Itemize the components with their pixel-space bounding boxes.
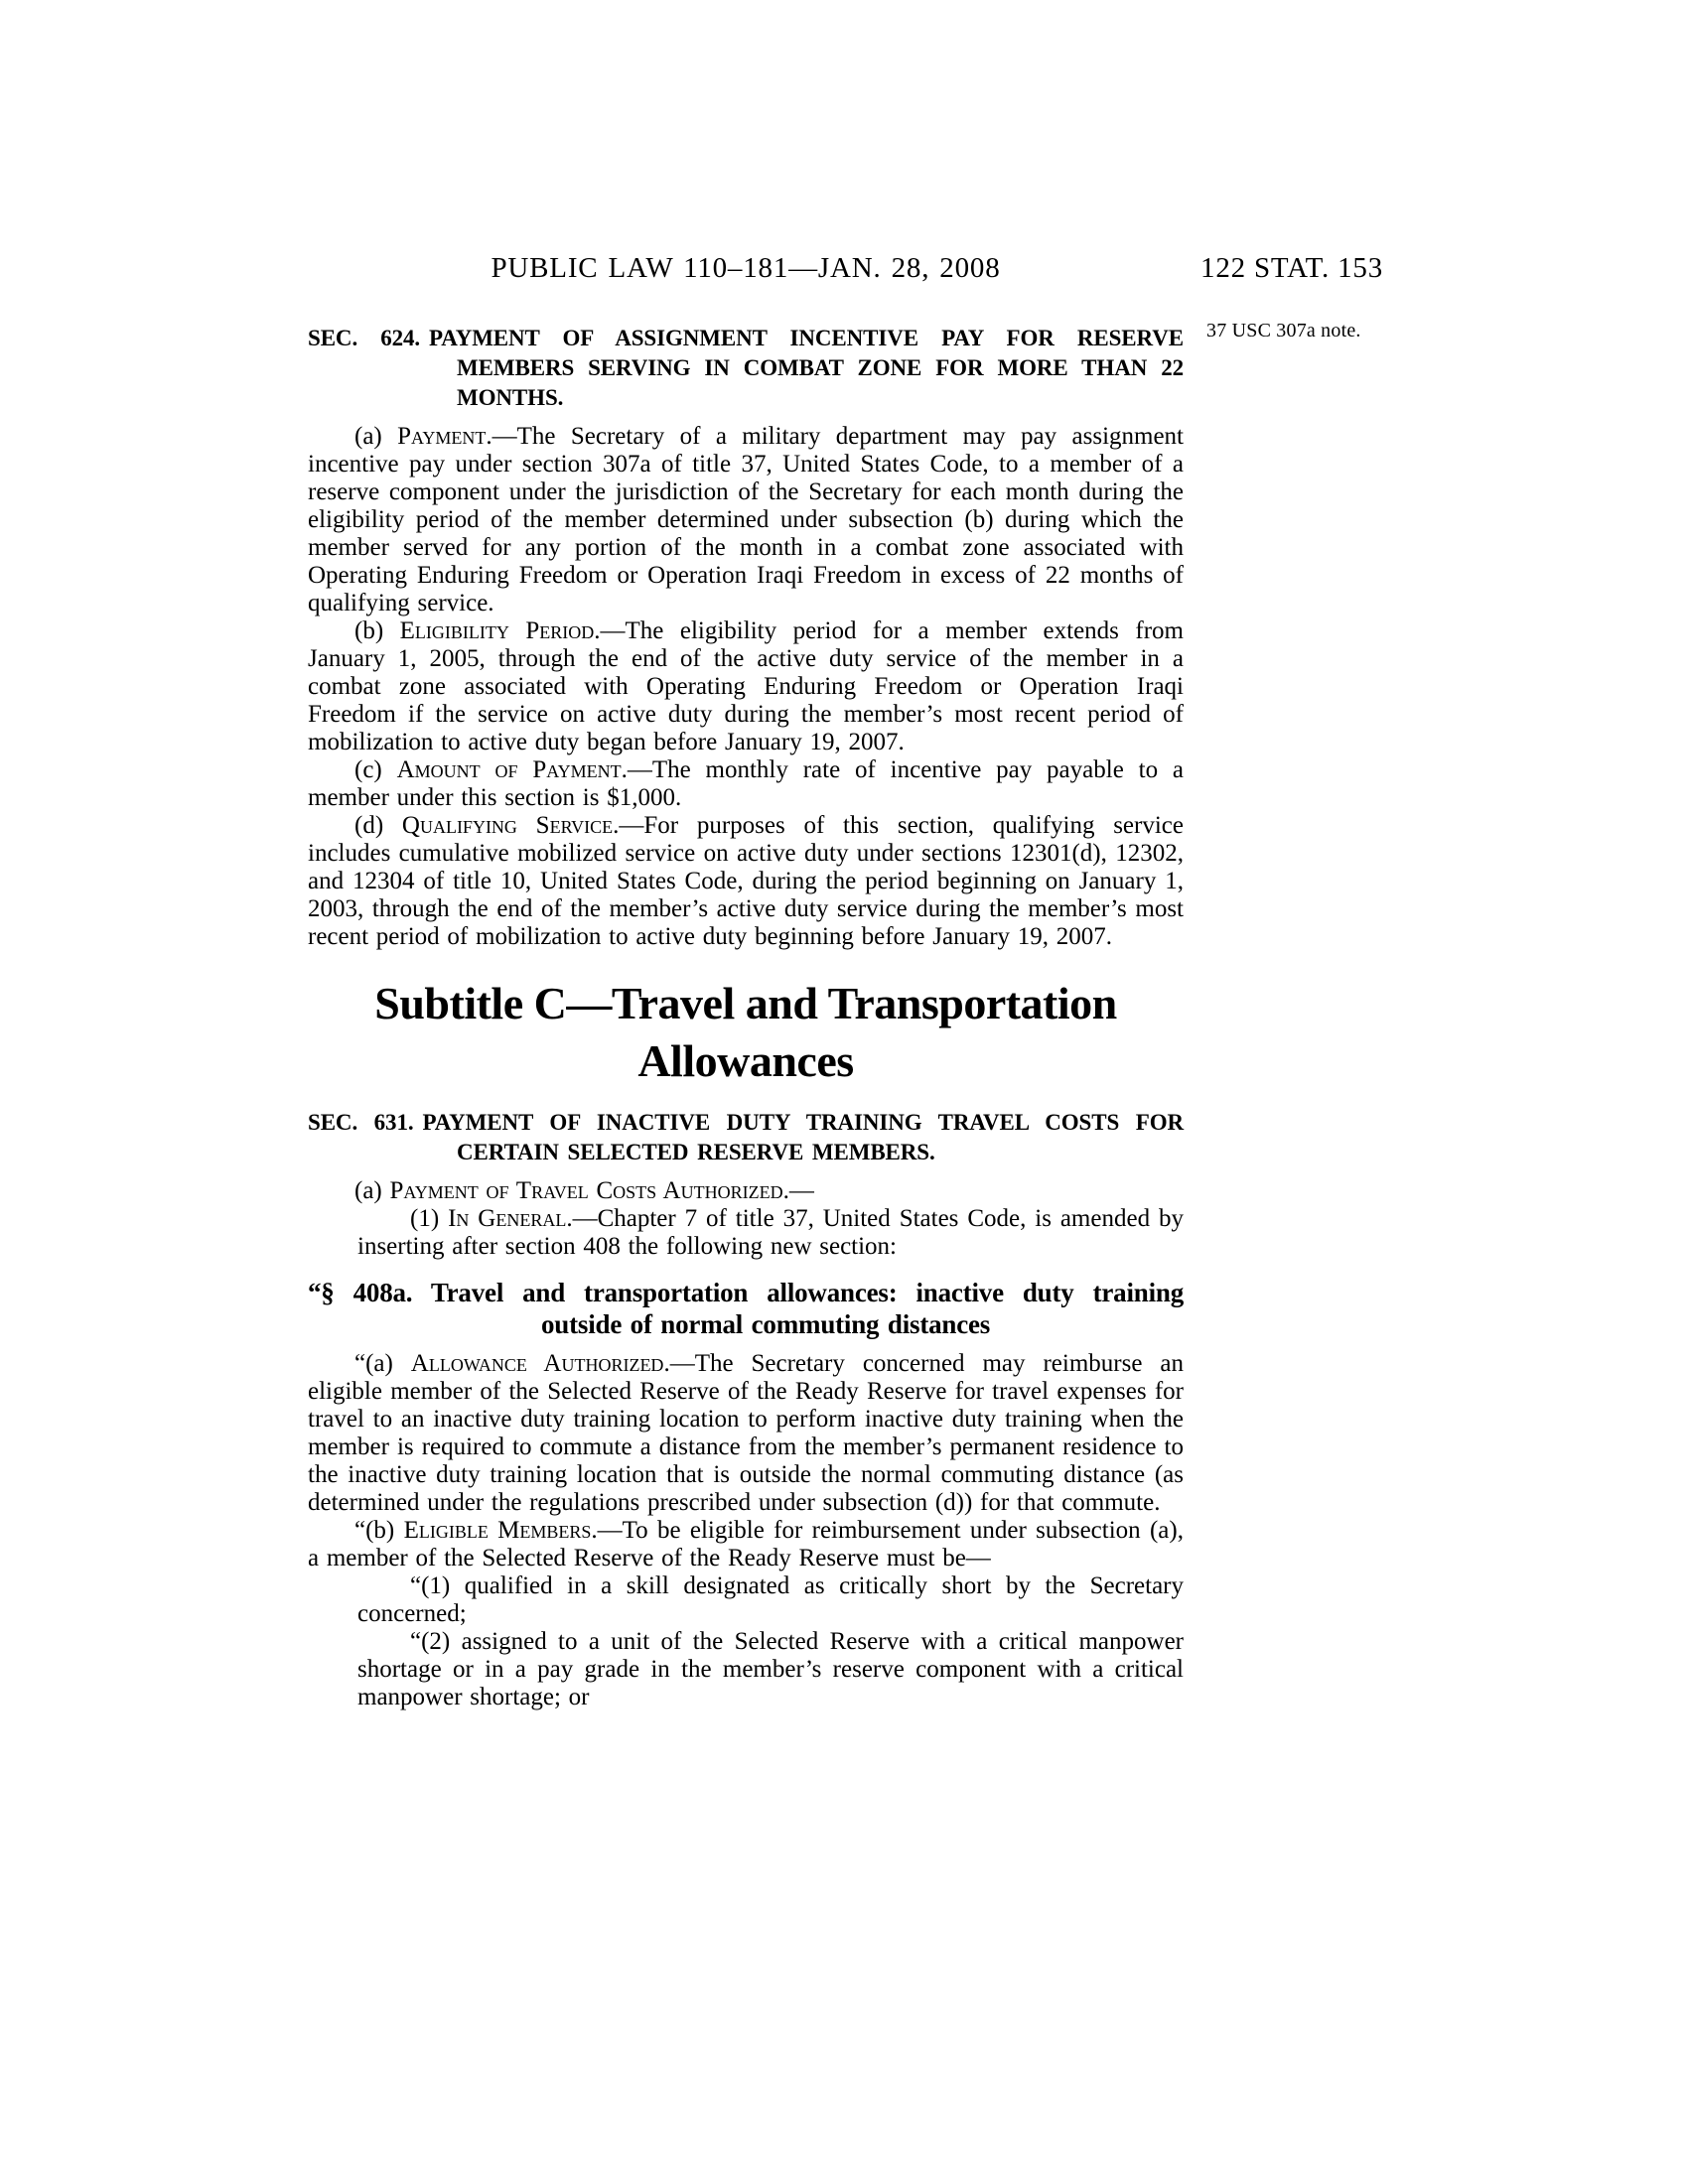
- paragraph-text: .—The Secretary concerned may reimburse an eligible member of the Selected Reserve of the Ready Reserve for travel expenses for travel to an inactive duty training location to perform inactive duty training when the member is required to commute a distance from the member’s permanent residence to the inactive duty training location that is outside the normal commuting distance (as determined under the regulations prescribed under subsection (d)) for that commute.: [308, 1350, 1184, 1516]
- sec624-paragraph-d: [308, 812, 1184, 951]
- paragraph-label: (b): [354, 617, 400, 644]
- paragraph-smallcaps-term: Eligibility Period: [399, 617, 595, 644]
- section-408a-heading: “§ 408a. Travel and transportation allowances: inactive duty training outside of normal commuting distances: [308, 1278, 1184, 1339]
- paragraph-text: assigned to a unit of the Selected Reserve with a critical manpower shortage or in a pay grade in the member’s reserve component with a critical manpower shortage; or: [357, 1628, 1184, 1710]
- paragraph-text: qualified in a skill designated as critically short by the Secretary concerned;: [357, 1572, 1185, 1627]
- sec624-paragraph-a: [308, 423, 1184, 617]
- sec631-heading-title: PAYMENT OF INACTIVE DUTY TRAINING TRAVEL COSTS FOR CERTAIN SELECTED RESERVE MEMBERS.: [422, 1110, 1184, 1164]
- paragraph-label: (1): [410, 1205, 449, 1232]
- paragraph-smallcaps-term: Allowance Authorized: [410, 1350, 664, 1377]
- sec631-heading-number: SEC. 631.: [308, 1110, 414, 1135]
- paragraph-text: .—For purposes of this section, qualifying service includes cumulative mobilized service on active duty under sections 12301(d), 12302, and 12304 of title 10, United States Code, during the period beginning on January 1, 2003, through the end of the member’s active duty service during the member’s most recent period of mobilization to active duty beginning before January 19, 2007.: [308, 812, 1184, 950]
- paragraph-smallcaps-term: Payment of Travel Costs Authorized: [389, 1177, 783, 1204]
- sec624-paragraph-c: [308, 756, 1184, 812]
- paragraph-text: .—The eligibility period for a member extends from January 1, 2005, through the end of the active duty service of the member in a combat zone associated with Operating Enduring Freedom or Operation Iraqi Freedom if the service on active duty during the member’s most recent period of mobilization to active duty began before January 19, 2007.: [308, 617, 1184, 755]
- main-text-column: [308, 324, 1184, 1711]
- subtitle-c-heading: Subtitle C—Travel and Transportation Allowances: [374, 978, 1117, 1086]
- paragraph-smallcaps-term: In General: [448, 1205, 567, 1232]
- paragraph-text: .—: [782, 1177, 814, 1204]
- running-header-law-title: PUBLIC LAW 110–181—JAN. 28, 2008: [491, 252, 1001, 284]
- sec631-heading: [308, 1108, 1184, 1167]
- paragraph-label: “(1): [410, 1572, 465, 1599]
- paragraph-text: .—To be eligible for reimbursement under subsection (a), a member of the Selected Reserve of the Ready Reserve must be—: [308, 1517, 1184, 1571]
- paragraph-label: (d): [354, 812, 402, 839]
- sec631-paragraph-1: [308, 1205, 1184, 1261]
- paragraph-text: .—Chapter 7 of title 37, United States Code, is amended by inserting after section 408 the following new section:: [357, 1205, 1184, 1260]
- paragraph-smallcaps-term: Eligible Members: [403, 1517, 592, 1544]
- paragraph-smallcaps-term: Amount of Payment: [396, 756, 622, 783]
- paragraph-label: (c): [354, 756, 397, 783]
- running-header-stat-page: 122 STAT. 153: [1200, 252, 1383, 284]
- paragraph-text: .—The monthly rate of incentive pay payable to a member under this section is $1,000.: [308, 756, 1185, 811]
- sec624-heading-number: SEC. 624.: [308, 326, 421, 350]
- paragraph-text: .—The Secretary of a military department may pay assignment incentive pay under section 307a of title 37, United States Code, to a member of a reserve component under the jurisdiction of the Secretary for each month during the eligibility period of the member determined under subsection (b) during which the member served for any portion of the month in a combat zone associated with Operating Enduring Freedom or Operation Iraqi Freedom in excess of 22 months of qualifying service.: [308, 423, 1184, 616]
- paragraph-smallcaps-term: Qualifying Service: [401, 812, 614, 839]
- margin-note-usc-citation: 37 USC 307a note.: [1206, 320, 1361, 341]
- sec624-heading: [308, 324, 1184, 413]
- sec624-heading-title: PAYMENT OF ASSIGNMENT INCENTIVE PAY FOR RESERVE MEMBERS SERVING IN COMBAT ZONE FOR MORE THAN 22 MONTHS.: [429, 326, 1184, 410]
- paragraph-smallcaps-term: Payment: [397, 423, 487, 450]
- s408a-paragraph-a: [308, 1350, 1184, 1517]
- paragraph-label: “(a): [354, 1350, 411, 1377]
- paragraph-label: (a): [354, 1177, 390, 1204]
- s408a-paragraph-b2: [308, 1628, 1184, 1711]
- s408a-paragraph-b1: [308, 1572, 1184, 1628]
- s408a-paragraph-b: [308, 1517, 1184, 1572]
- paragraph-label: (a): [354, 423, 398, 450]
- paragraph-label: “(b): [354, 1517, 404, 1544]
- paragraph-label: “(2): [410, 1628, 462, 1655]
- sec631-paragraph-a: [308, 1177, 1184, 1205]
- sec624-paragraph-b: [308, 617, 1184, 756]
